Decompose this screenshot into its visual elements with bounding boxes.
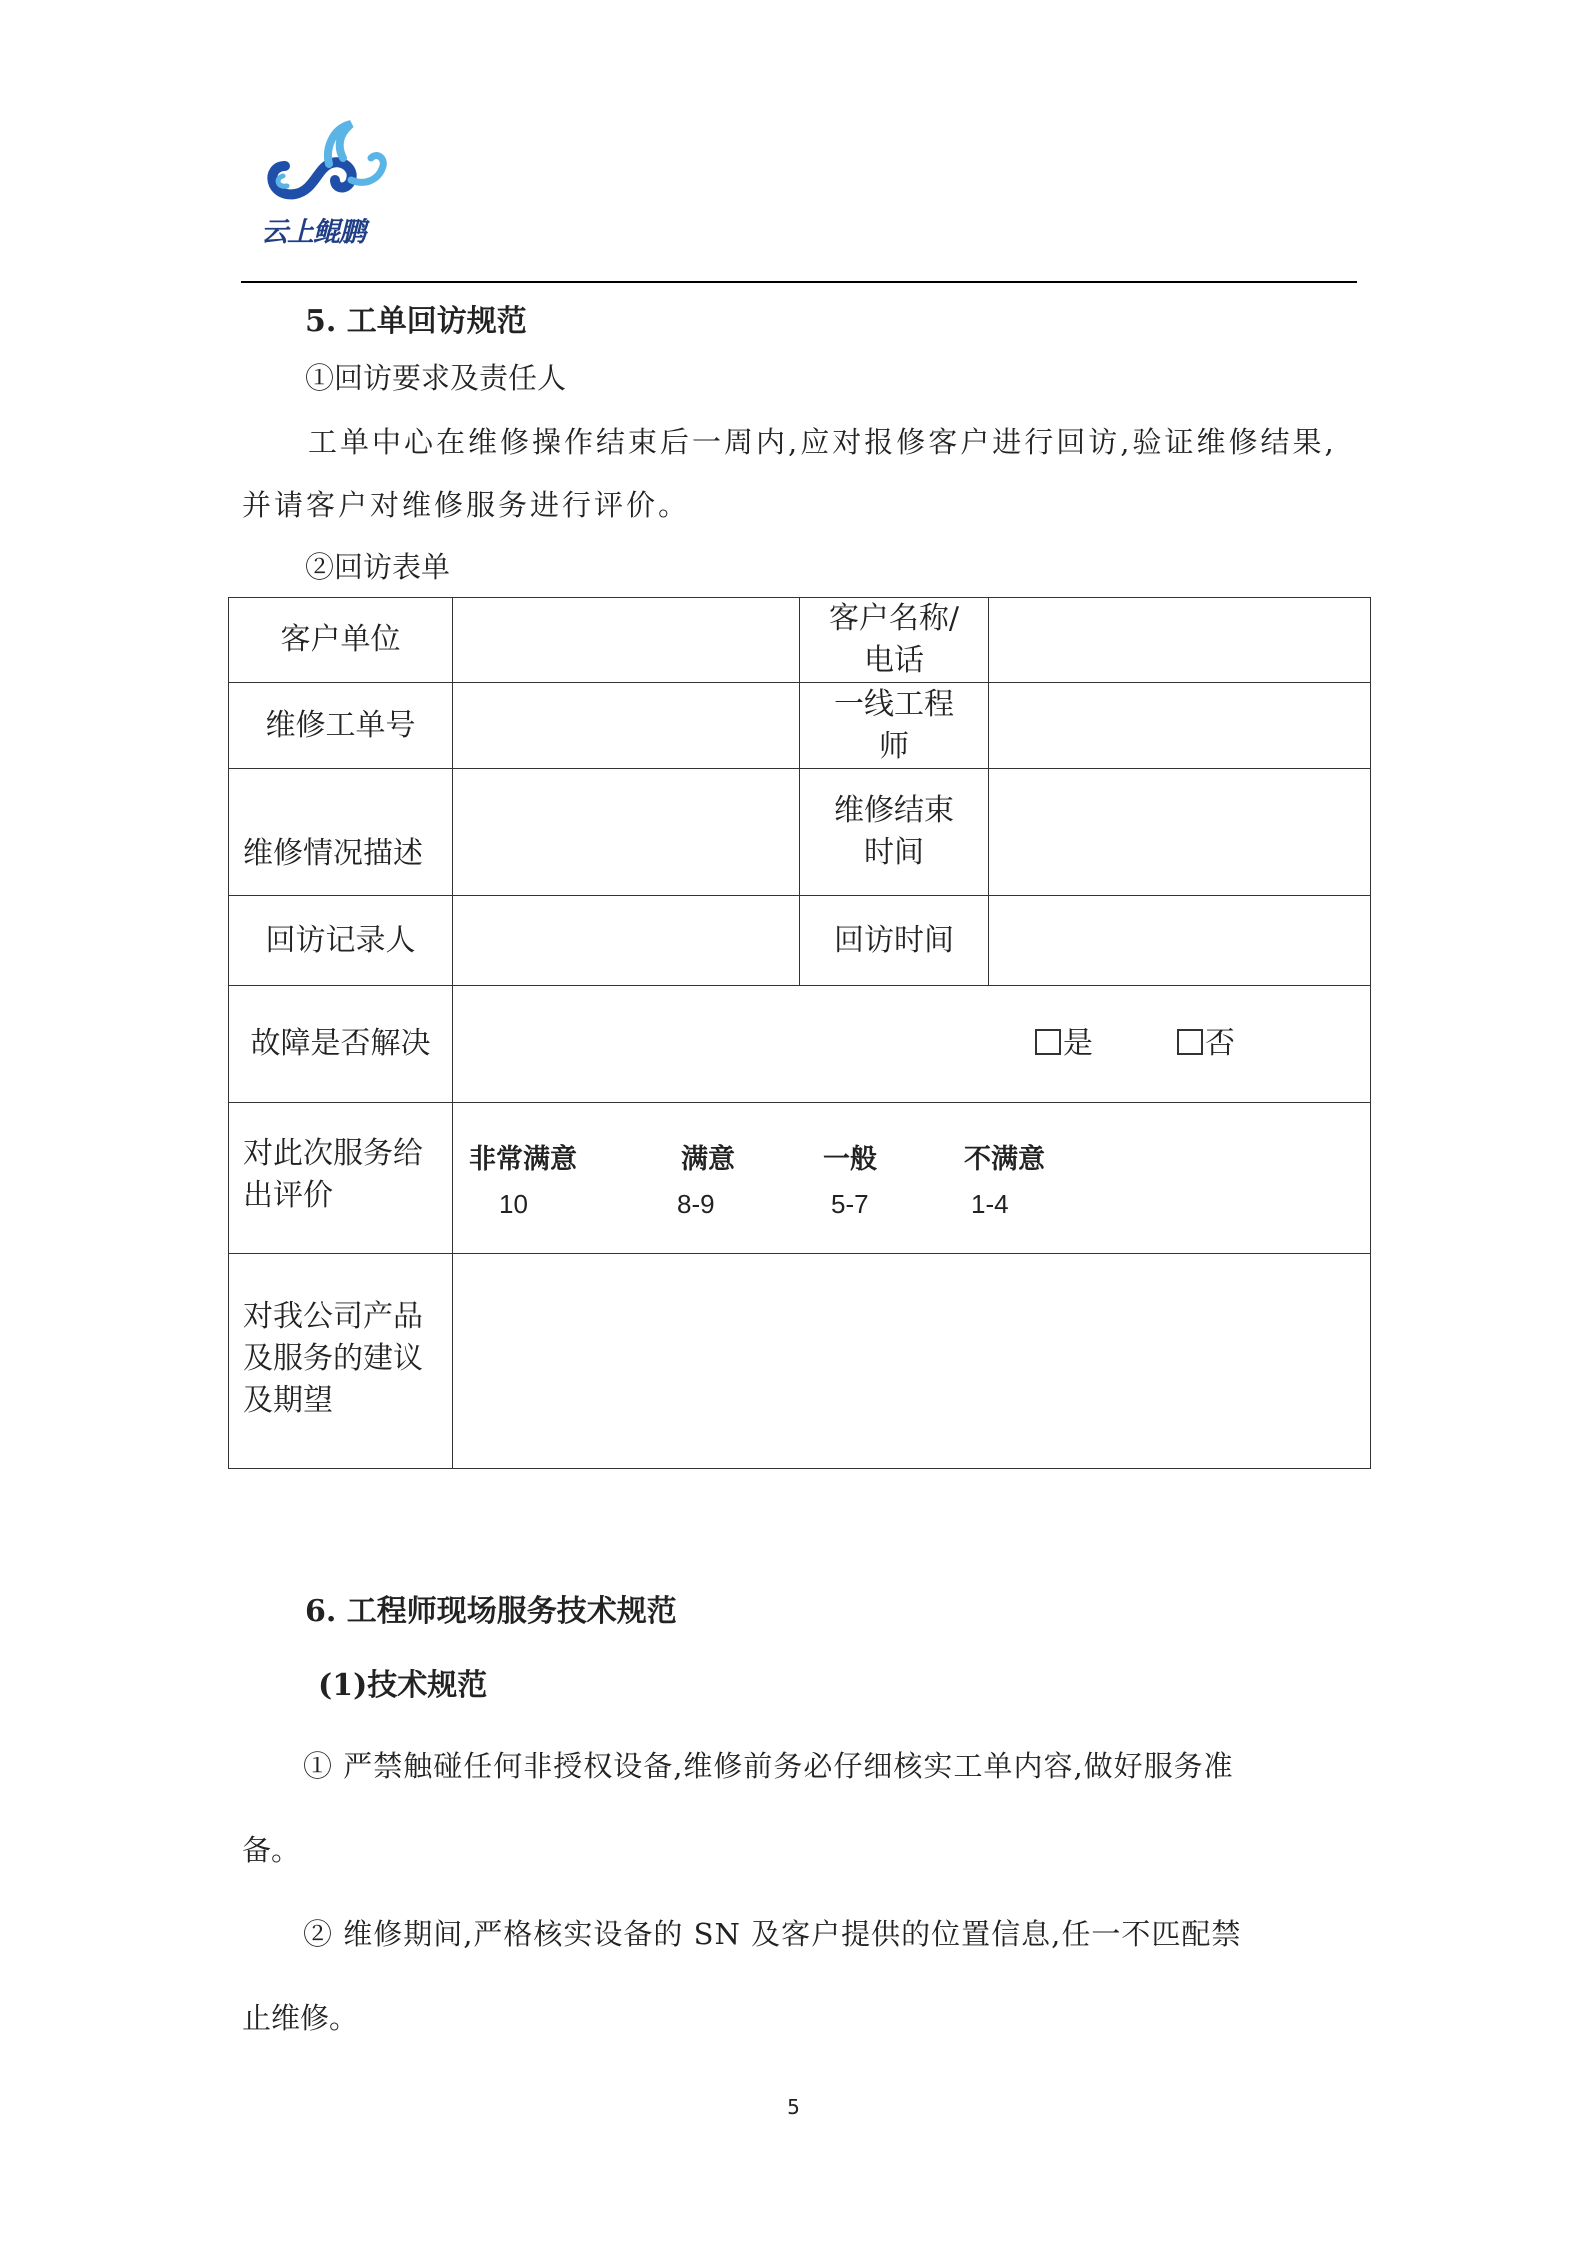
- engineer-line-1: 一线工程: [834, 686, 954, 722]
- repair-desc-value[interactable]: [453, 769, 800, 896]
- table-row: [229, 683, 1371, 769]
- logo-text: 云上鲲鹏: [261, 217, 365, 248]
- repair-end-time-line-2: 时间: [864, 835, 924, 870]
- visit-time-value[interactable]: [989, 896, 1371, 986]
- company-logo: [255, 118, 395, 248]
- cloud-swan-logo-icon: [255, 118, 395, 213]
- option-no-label: 否: [1205, 1026, 1235, 1061]
- repair-desc-text: 维修情况描述: [243, 836, 423, 871]
- rule-2-line-1: ② 维修期间,严格核实设备的 SN 及客户提供的位置信息,任一不匹配禁: [303, 1917, 1242, 1951]
- rating-label-line-1: 对此次服务给: [243, 1136, 423, 1171]
- rating-options: [453, 1103, 1371, 1254]
- customer-name-phone-line-1: 客户名称/: [828, 601, 960, 636]
- checkbox-no-icon[interactable]: [1177, 1029, 1203, 1055]
- engineer-value[interactable]: [989, 683, 1371, 769]
- work-order-no-value[interactable]: [453, 683, 800, 769]
- work-order-no-label: 维修工单号: [229, 683, 453, 769]
- rating-satisfied-range: 8-9: [677, 1189, 715, 1219]
- engineer-label: [800, 683, 989, 769]
- customer-name-phone-label: [800, 598, 989, 683]
- table-row: [229, 986, 1371, 1103]
- suggestion-line-3: 及期望: [243, 1383, 333, 1418]
- table-row: [229, 769, 1371, 896]
- page-number: 5: [787, 2095, 800, 2119]
- suggestion-line-2: 及服务的建议: [243, 1341, 423, 1376]
- visit-recorder-value[interactable]: [453, 896, 800, 986]
- resolved-label: 故障是否解决: [229, 986, 453, 1103]
- table-row: [229, 1103, 1371, 1254]
- option-yes[interactable]: [1035, 1023, 1093, 1065]
- rule-1-line-2: 备。: [242, 1833, 301, 1867]
- rule-2-line-2: 止维修。: [242, 2001, 359, 2035]
- table-row: [229, 896, 1371, 986]
- repair-end-time-label: [800, 769, 989, 896]
- header-divider: [241, 281, 1357, 283]
- checkbox-yes-icon[interactable]: [1035, 1029, 1061, 1055]
- customer-name-phone-line-2: 电话: [864, 643, 924, 678]
- visit-recorder-label: 回访记录人: [229, 896, 453, 986]
- rating-unsatisfied-title[interactable]: 不满意: [964, 1144, 1045, 1175]
- rating-very-satisfied-range: 10: [499, 1189, 528, 1219]
- customer-unit-value[interactable]: [453, 598, 800, 683]
- rating-label: [229, 1103, 453, 1254]
- rating-average-title[interactable]: 一般: [823, 1144, 877, 1175]
- suggestion-line-1: 对我公司产品: [243, 1299, 423, 1334]
- visit-time-label: 回访时间: [800, 896, 989, 986]
- section-5-subheading-2: ②回访表单: [305, 550, 451, 584]
- table-row: [229, 1254, 1371, 1469]
- rating-very-satisfied-title[interactable]: 非常满意: [469, 1144, 577, 1175]
- rating-unsatisfied-range: 1-4: [971, 1189, 1009, 1219]
- rating-satisfied-title[interactable]: 满意: [681, 1144, 735, 1175]
- rule-1-line-1: ① 严禁触碰任何非授权设备,维修前务必仔细核实工单内容,做好服务准: [303, 1749, 1234, 1783]
- section-5-heading: 5. 工单回访规范: [305, 304, 527, 339]
- resolved-options: [453, 986, 1371, 1103]
- option-no[interactable]: [1177, 1023, 1235, 1065]
- repair-end-time-line-1: 维修结束: [834, 793, 954, 828]
- return-visit-form: [228, 597, 1371, 1469]
- suggestion-label: [229, 1254, 453, 1469]
- repair-desc-label: [229, 769, 453, 896]
- rating-average-range: 5-7: [831, 1189, 869, 1219]
- section-5-paragraph-line-2: 并请客户对维修服务进行评价。: [242, 488, 691, 522]
- section-5-subheading-1: ①回访要求及责任人: [305, 361, 567, 395]
- rating-label-line-2: 出评价: [243, 1178, 333, 1213]
- suggestion-value[interactable]: [453, 1254, 1371, 1469]
- customer-unit-label: 客户单位: [229, 598, 453, 683]
- engineer-line-2: 师: [879, 728, 909, 764]
- table-row: [229, 598, 1371, 683]
- repair-end-time-value[interactable]: [989, 769, 1371, 896]
- option-yes-label: 是: [1063, 1026, 1093, 1061]
- section-5-paragraph-line-1: 工单中心在维修操作结束后一周内,应对报修客户进行回访,验证维修结果,: [308, 425, 1337, 459]
- section-6-heading: 6. 工程师现场服务技术规范: [305, 1594, 677, 1629]
- section-6-subheading: (1)技术规范: [318, 1668, 488, 1703]
- customer-name-phone-value[interactable]: [989, 598, 1371, 683]
